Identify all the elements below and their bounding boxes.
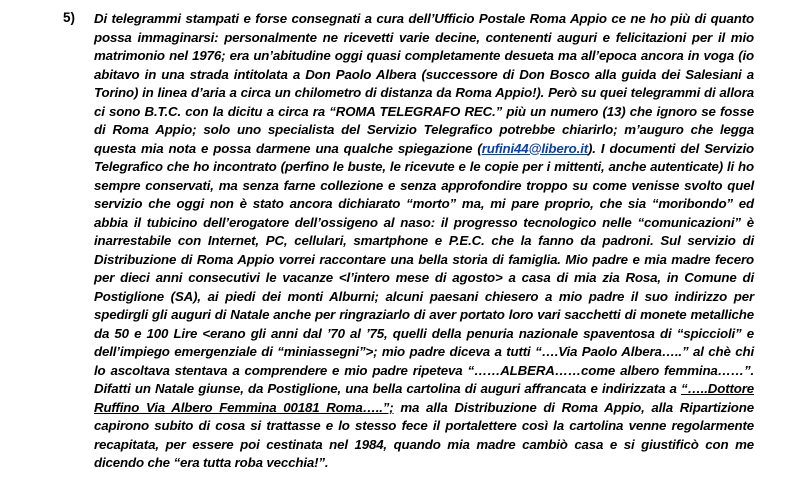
item-number: 5) <box>63 10 76 25</box>
paragraph-text <box>94 10 754 473</box>
text-part-2: ). I documenti del Servizio Telegrafico che ho incontrato (perfino le buste, le ricevute e le copie per i mittenti, anche autenticate) li ho sempre conservati, ma senza farne collezione e senza approfondire troppo su come venisse svolto quel servizio che oggi non è stato ancora dichiarato “morto” ma, mi pare proprio, che sia “moribondo” ed abbia il tubicino dell’erogatore dell’ossigeno al naso: il progresso tecnologico nelle “comunicazioni” è inarrestabile con Internet, PC, cellulari, smartphone e P.E.C. che la fanno da padroni. Sul servizio di Distribuzione di Roma Appio vorrei raccontare una bella storia di famiglia. Mio padre e mia madre fecero per dieci anni consecutivi le vacanze <l’intero mese di agosto> a casa di mia zia Rosa, in Comune di Postiglione (SA), ai piedi dei monti Alburni; alcuni paesani chiesero a mio padre il suo indirizzo per spedirgli gli auguri di Natale anche per ringraziarlo di aver portato loro vari sacchetti di monete metalliche da 50 e 100 Lire <erano gli anni dal ’70 al ’75, quelli della penuria nazionale spaventosa di “spiccioli” e dell’impiego emergenziale di “miniassegni”>; mio padre diceva a tutti “….Via Paolo Albera…..” al chè chi lo ascoltava stentava a comprendere e mio padre ripeteva “……ALBERA……come albero femmina……”. Difatti un Natale giunse, da Postiglione, una bella cartolina di auguri affrancata e indirizzata a <box>94 140 754 396</box>
text-part-3: ma alla Distribuzione di Roma Appio, alla Ripartizione capirono subito di cosa si trattasse e lo stesso fece il portalettere così la cartolina venne regolarmente recapitata, per essere poi cestinata nel 1984, quando mia madre cambiò casa e si giustificò con me dicendo che “era tutta roba vecchia!”. <box>94 399 754 470</box>
email-link[interactable]: rufini44@libero.it <box>481 140 589 156</box>
underlined-address: “…..Dottore Ruffino Via Albero Femmina 00181 Roma…..”; <box>94 381 754 415</box>
text-part-1: Di telegrammi stampati e forse consegnati a cura dell’Ufficio Postale Roma Appio ce ne ho più di quanto possa immaginarsi: personalmente ne ricevetti varie decine, contenenti auguri e felicitazioni per il mio matrimonio nel 1976; era un’abitudine oggi quasi completamente desueta ma all’epoca ancora in voga (io abitavo in una strada intitolata a Don Paolo Albera (successore di Don Bosco alla guida dei Salesiani a Torino) in linea d’aria a circa un chilometro di distanza da Roma Appio!). Però su quei telegrammi di allora ci sono B.T.C. con la dicitu a circa ra “ROMA TELEGRAFO REC.” più un numero (13) che ignoro se fosse di Roma Appio; solo uno specialista del Servizio Telegrafico potrebbe chiarirlo; m’auguro che legga questa mia nota e possa darmene una qualche spiegazione ( <box>94 11 754 156</box>
